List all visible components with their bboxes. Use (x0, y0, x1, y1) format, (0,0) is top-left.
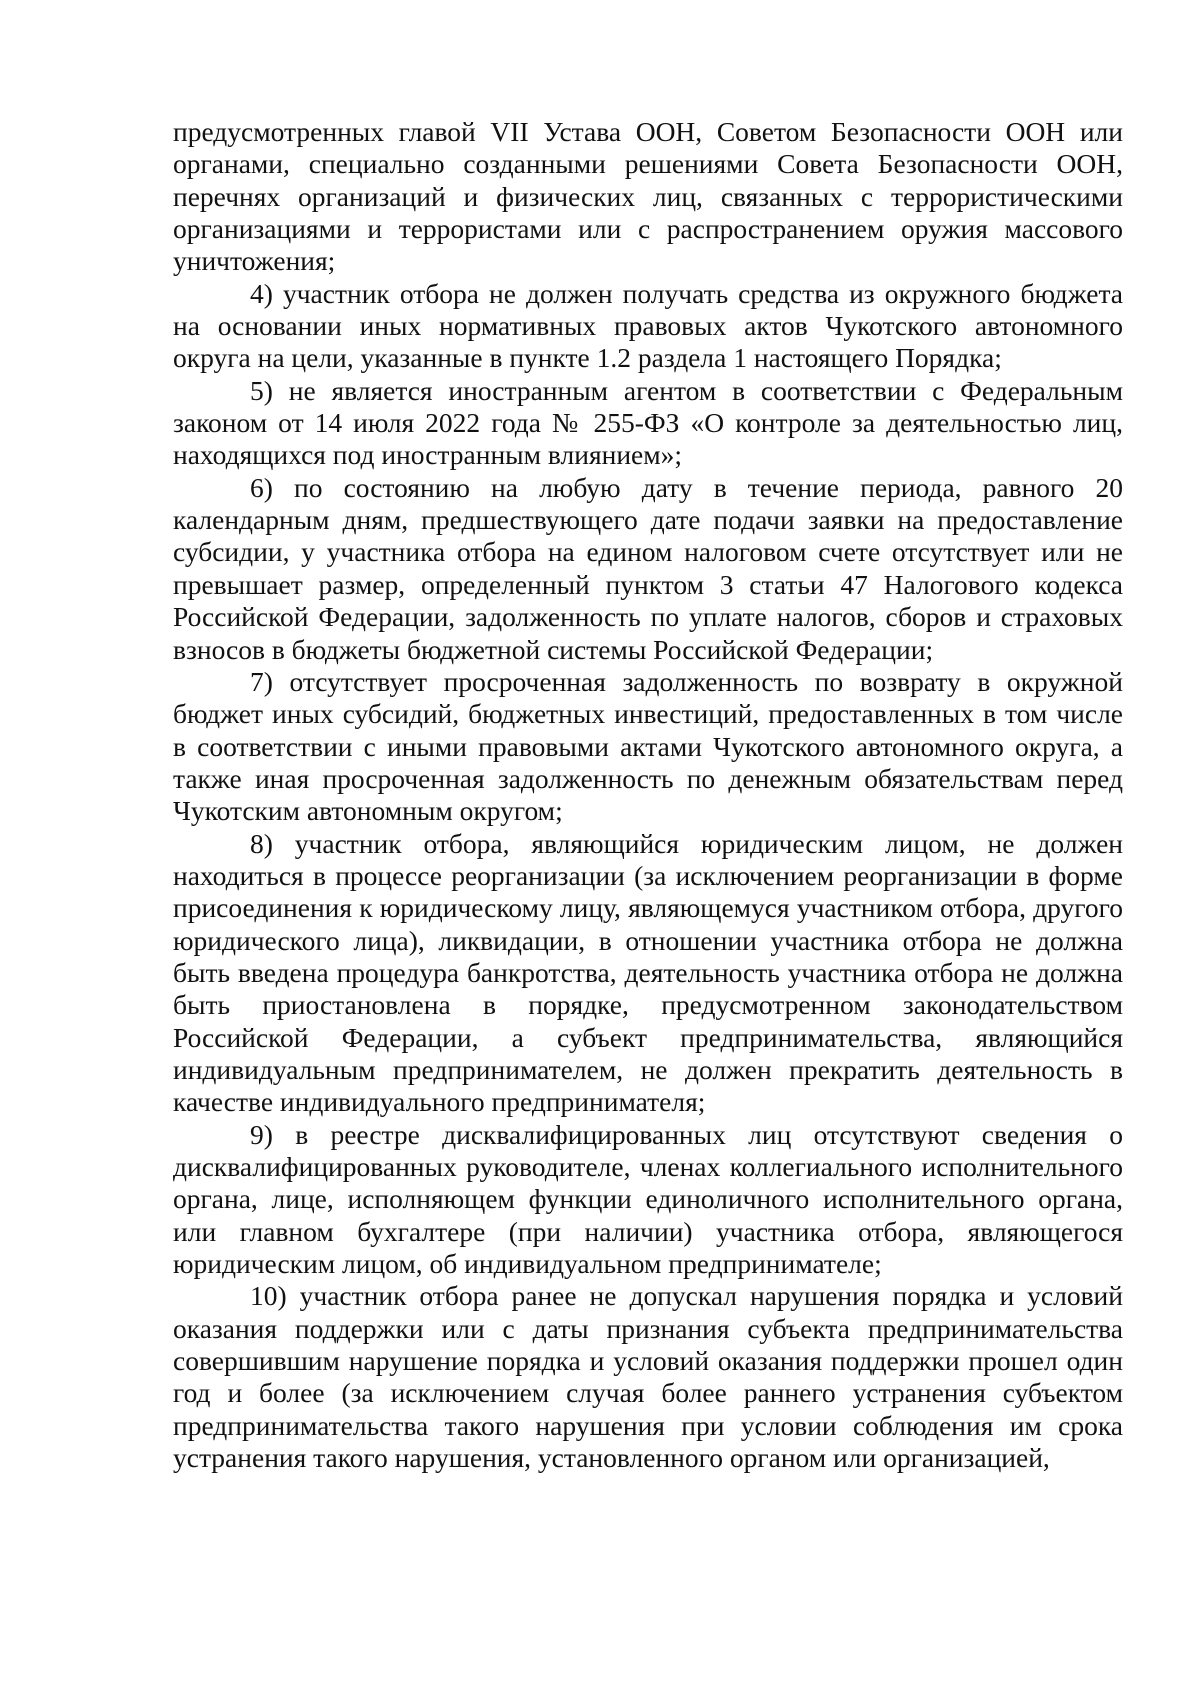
paragraph-item-9: 9) в реестре дисквалифицированных лиц отсутствуют сведения о дисквалифицированных руководителе, членах коллегиального исполнительного органа, лице, исполняющем функции единоличного исполнительного органа, или главном бухгалтере (при наличии) участника отбора, являющегося юридическим лицом, об индивидуальном предпринимателе; (173, 1118, 1123, 1280)
paragraph-continuation: предусмотренных главой VII Устава ООН, Советом Безопасности ООН или органами, специально созданными решениями Совета Безопасности ООН, перечнях организаций и физических лиц, связанных с террористическими организациями и террористами или с распространением оружия массового уничтожения; (173, 116, 1123, 277)
paragraph-item-7: 7) отсутствует просроченная задолженность по возврату в окружной бюджет иных субсидий, бюджетных инвестиций, предоставленных в том числе в соответствии с иными правовыми актами Чукотского автономного округа, а также иная просроченная задолженность по денежным обязательствам перед Чукотским автономным округом; (173, 665, 1123, 827)
paragraph-item-5: 5) не является иностранным агентом в соответствии с Федеральным законом от 14 июля 2022 года № 255-ФЗ «О контроле за деятельностью лиц, находящихся под иностранным влиянием»; (173, 374, 1123, 471)
paragraph-item-8: 8) участник отбора, являющийся юридическим лицом, не должен находиться в процессе реорганизации (за исключением реорганизации в форме присоединения к юридическому лицу, являющемуся участником отбора, другого юридического лица), ликвидации, в отношении участника отбора не должна быть введена процедура банкротства, деятельность участника отбора не должна быть приостановлена в порядке, предусмотренном законодательством Российской Федерации, а субъект предпринимательства, являющийся индивидуальным предпринимателем, не должен прекратить деятельность в качестве индивидуального предпринимателя; (173, 827, 1123, 1118)
document-page (173, 116, 1123, 1474)
paragraph-item-6: 6) по состоянию на любую дату в течение периода, равного 20 календарным дням, предшествующего дате подачи заявки на предоставление субсидии, у участника отбора на едином налоговом счете отсутствует или не превышает размер, определенный пунктом 3 статьи 47 Налогового кодекса Российской Федерации, задолженность по уплате налогов, сборов и страховых взносов в бюджеты бюджетной системы Российской Федерации; (173, 471, 1123, 665)
paragraph-item-4: 4) участник отбора не должен получать средства из окружного бюджета на основании иных нормативных правовых актов Чукотского автономного округа на цели, указанные в пункте 1.2 раздела 1 настоящего Порядка; (173, 277, 1123, 374)
paragraph-item-10: 10) участник отбора ранее не допускал нарушения порядка и условий оказания поддержки или с даты признания субъекта предпринимательства совершившим нарушение порядка и условий оказания поддержки прошел один год и более (за исключением случая более раннего устранения субъектом предпринимательства такого нарушения при условии соблюдения им срока устранения такого нарушения, установленного органом или организацией, (173, 1280, 1123, 1474)
